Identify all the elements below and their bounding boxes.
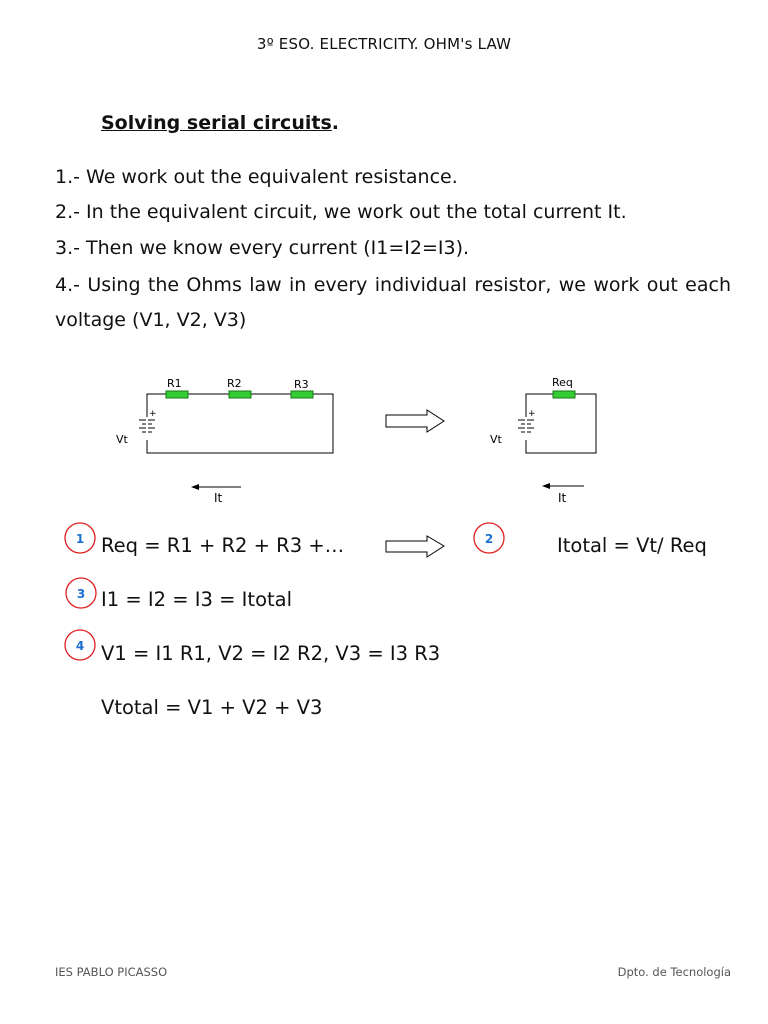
step-3: 3.- Then we know every current (I1=I2=I3). bbox=[55, 237, 470, 259]
marker-2: 2 bbox=[484, 532, 494, 546]
battery-plus: + bbox=[149, 409, 157, 419]
battery-plus-equivalent: + bbox=[528, 409, 536, 419]
battery-symbol bbox=[139, 417, 155, 435]
footer-left: IES PABLO PICASSO bbox=[55, 965, 168, 979]
label-r2: R2 bbox=[227, 377, 242, 390]
label-vt-right: Vt bbox=[490, 433, 502, 446]
step-4: 4.- Using the Ohms law in every individual resistor, we work out each voltage (V1, V2, V3) bbox=[55, 274, 731, 331]
equivalent-circuit bbox=[490, 376, 596, 505]
equation-vtotal: Vtotal = V1 + V2 + V3 bbox=[101, 696, 323, 719]
resistor-r1 bbox=[166, 391, 188, 398]
label-vt-left: Vt bbox=[116, 433, 128, 446]
resistor-req bbox=[553, 391, 575, 398]
section-title-suffix: . bbox=[331, 112, 339, 134]
marker-1: 1 bbox=[75, 532, 85, 546]
step-2: 2.- In the equivalent circuit, we work out the total current It. bbox=[55, 201, 627, 223]
label-it-left: It bbox=[214, 491, 223, 505]
transform-arrow bbox=[386, 410, 444, 432]
section-title bbox=[101, 112, 339, 134]
label-req: Req bbox=[552, 376, 573, 389]
marker-4: 4 bbox=[75, 639, 85, 653]
equation-req: Req = R1 + R2 + R3 +… bbox=[101, 534, 345, 557]
equation-voltages: V1 = I1 R1, V2 = I2 R2, V3 = I3 R3 bbox=[101, 642, 441, 665]
marker-3: 3 bbox=[76, 587, 86, 601]
footer-right: Dpto. de Tecnología bbox=[617, 965, 731, 979]
step-1: 1.- We work out the equivalent resistance. bbox=[55, 166, 458, 188]
circuit-diagrams bbox=[0, 360, 768, 510]
resistor-r3 bbox=[291, 391, 313, 398]
label-r1: R1 bbox=[167, 377, 182, 390]
equation-arrow bbox=[386, 536, 444, 557]
resistor-r2 bbox=[229, 391, 251, 398]
equation-itotal: Itotal = Vt/ Req bbox=[557, 534, 707, 557]
section-title-text: Solving serial circuits bbox=[101, 112, 332, 134]
equation-currents: I1 = I2 = I3 = Itotal bbox=[101, 588, 293, 611]
label-r3: R3 bbox=[294, 378, 309, 391]
series-circuit bbox=[116, 377, 333, 505]
battery-symbol-equivalent bbox=[518, 417, 534, 435]
page-header: 3º ESO. ELECTRICITY. OHM's LAW bbox=[256, 35, 512, 53]
label-it-right: It bbox=[558, 491, 567, 505]
